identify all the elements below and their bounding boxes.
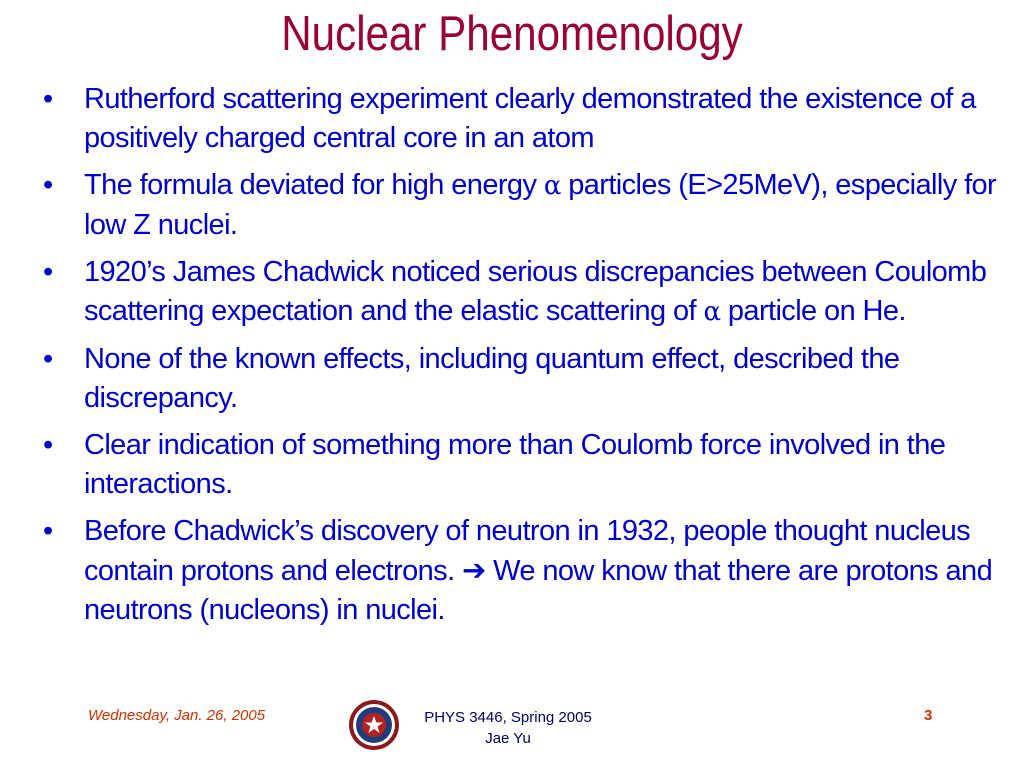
bullet-glyph: • bbox=[43, 169, 53, 201]
bullet-glyph: • bbox=[43, 83, 53, 115]
bullet-item bbox=[40, 166, 1000, 245]
footer-center bbox=[408, 707, 608, 749]
bullet-text: particle on He. bbox=[720, 295, 906, 327]
bullet-glyph: • bbox=[43, 429, 53, 461]
bullet-list bbox=[40, 80, 1000, 638]
bullet-item bbox=[40, 426, 1000, 504]
bullet-text: The formula deviated for high energy bbox=[84, 169, 544, 201]
bullet-glyph: • bbox=[43, 256, 53, 288]
bullet-text: Rutherford scattering experiment clearly demonstrated the existence of a positively charged central core in an atom bbox=[84, 83, 976, 154]
bullet-text: None of the known effects, including quantum effect, described the discrepancy. bbox=[84, 343, 900, 414]
bullet-item bbox=[40, 340, 1000, 418]
footer-date: Wednesday, Jan. 26, 2005 bbox=[88, 707, 266, 724]
bullet-text: Before Chadwick’s discovery of neutron in 1932, people thought nucleus contain protons and electrons. bbox=[84, 515, 971, 587]
university-seal-icon bbox=[348, 699, 400, 751]
footer-instructor: Jae Yu bbox=[485, 730, 531, 747]
bullet-item bbox=[40, 253, 1000, 332]
alpha-symbol: α bbox=[703, 297, 721, 327]
right-arrow-icon: ➔ bbox=[461, 553, 486, 587]
slide-title: Nuclear Phenomenology bbox=[281, 7, 743, 61]
bullet-item bbox=[40, 80, 1000, 158]
bullet-text: Clear indication of something more than Coulomb force involved in the interactions. bbox=[84, 429, 946, 500]
bullet-text: We now know that there are protons and neutrons (nucleons) in nuclei. bbox=[84, 555, 993, 626]
bullet-item bbox=[40, 512, 1000, 630]
footer-course: PHYS 3446, Spring 2005 bbox=[424, 709, 592, 726]
bullet-glyph: • bbox=[43, 515, 53, 547]
bullet-glyph: • bbox=[43, 343, 53, 375]
page-number: 3 bbox=[924, 707, 933, 724]
bullet-text: 1920’s James Chadwick noticed serious discrepancies between Coulomb scattering expectation and the elastic scattering of bbox=[84, 256, 987, 327]
bullet-text: particles (E>25MeV), especially for low Z nuclei. bbox=[84, 169, 997, 241]
alpha-symbol: α bbox=[543, 171, 561, 201]
